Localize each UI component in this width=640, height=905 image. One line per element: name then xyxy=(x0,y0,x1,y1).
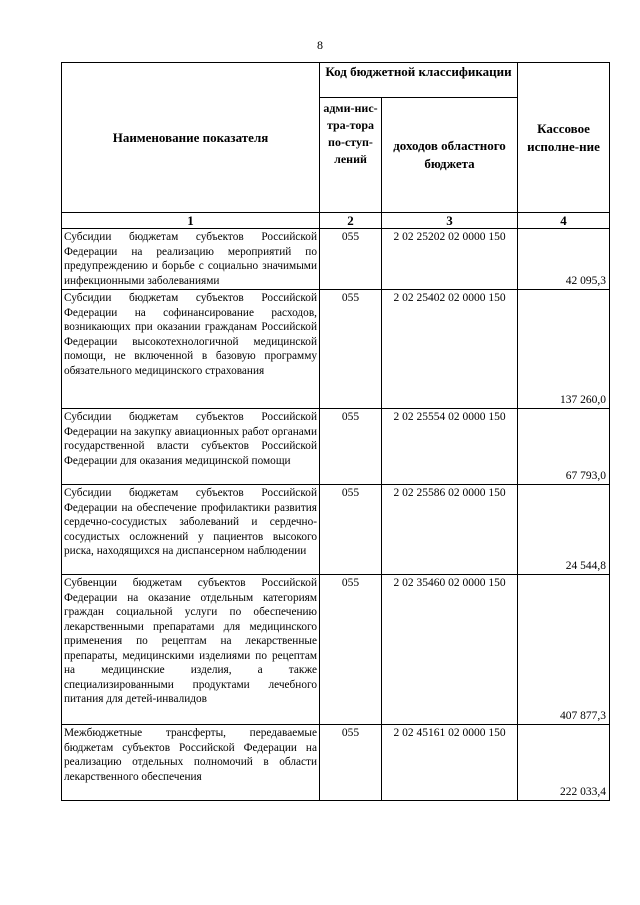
row-value: 67 793,0 xyxy=(518,409,610,485)
header-admin: адми-нис-тра-тора по-ступ-лений xyxy=(320,98,382,213)
row-value: 222 033,4 xyxy=(518,725,610,801)
row-code: 2 02 25402 02 0000 150 xyxy=(382,290,518,409)
row-name: Субсидии бюджетам субъектов Российской Федерации на закупку авиационных работ органами государственной власти субъектов Российской Федерации для оказания медицинской помощи xyxy=(62,409,320,485)
row-admin: 055 xyxy=(320,725,382,801)
header-income: доходов областного бюджета xyxy=(382,98,518,213)
column-number: 3 xyxy=(382,213,518,229)
row-name: Субвенции бюджетам субъектов Российской Федерации на оказание отдельным категориям граждан социальной услуги по обеспечению лекарственными препаратами для медицинского применения по рецептам на лекарственные препараты, медицинскими изделиями по рецептам на медицинские изделия, а также специализированными продуктами лечебного питания для детей-инвалидов xyxy=(62,575,320,725)
table-row xyxy=(62,575,610,725)
row-name: Субсидии бюджетам субъектов Российской Федерации на софинансирование расходов, возникающих при оказании гражданам Российской Федерации высокотехнологичной медицинской помощи, не включенной в базовую программу обязательного медицинского страхования xyxy=(62,290,320,409)
row-code: 2 02 25202 02 0000 150 xyxy=(382,229,518,290)
row-value: 42 095,3 xyxy=(518,229,610,290)
header-code-group: Код бюджетной классификации xyxy=(320,63,518,98)
row-code: 2 02 25586 02 0000 150 xyxy=(382,485,518,575)
row-name: Субсидии бюджетам субъектов Российской Федерации на обеспечение профилактики развития сердечно-сосудистых заболеваний и сердечно-сосудистых осложнений у пациентов высокого риска, находящихся на диспансерном наблюдении xyxy=(62,485,320,575)
row-name: Межбюджетные трансферты, передаваемые бюджетам субъектов Российской Федерации на реализацию отдельных полномочий в области лекарственного обеспечения xyxy=(62,725,320,801)
column-number-row xyxy=(62,213,610,229)
header-row-1 xyxy=(62,63,610,98)
header-execution: Кассовое исполне-ние xyxy=(518,63,610,213)
row-admin: 055 xyxy=(320,575,382,725)
budget-table xyxy=(61,62,610,801)
table-row xyxy=(62,290,610,409)
row-value: 137 260,0 xyxy=(518,290,610,409)
row-admin: 055 xyxy=(320,290,382,409)
table-row xyxy=(62,409,610,485)
row-admin: 055 xyxy=(320,485,382,575)
table-row xyxy=(62,725,610,801)
row-admin: 055 xyxy=(320,229,382,290)
column-number: 2 xyxy=(320,213,382,229)
row-code: 2 02 25554 02 0000 150 xyxy=(382,409,518,485)
header-name: Наименование показателя xyxy=(62,63,320,213)
page-number: 8 xyxy=(317,38,323,52)
row-name: Субсидии бюджетам субъектов Российской Федерации на реализацию мероприятий по предупреждению и борьбе с социально значимыми инфекционными заболеваниями xyxy=(62,229,320,290)
table-row xyxy=(62,229,610,290)
column-number: 4 xyxy=(518,213,610,229)
table-row xyxy=(62,485,610,575)
row-admin: 055 xyxy=(320,409,382,485)
row-code: 2 02 35460 02 0000 150 xyxy=(382,575,518,725)
row-code: 2 02 45161 02 0000 150 xyxy=(382,725,518,801)
row-value: 407 877,3 xyxy=(518,575,610,725)
row-value: 24 544,8 xyxy=(518,485,610,575)
column-number: 1 xyxy=(62,213,320,229)
